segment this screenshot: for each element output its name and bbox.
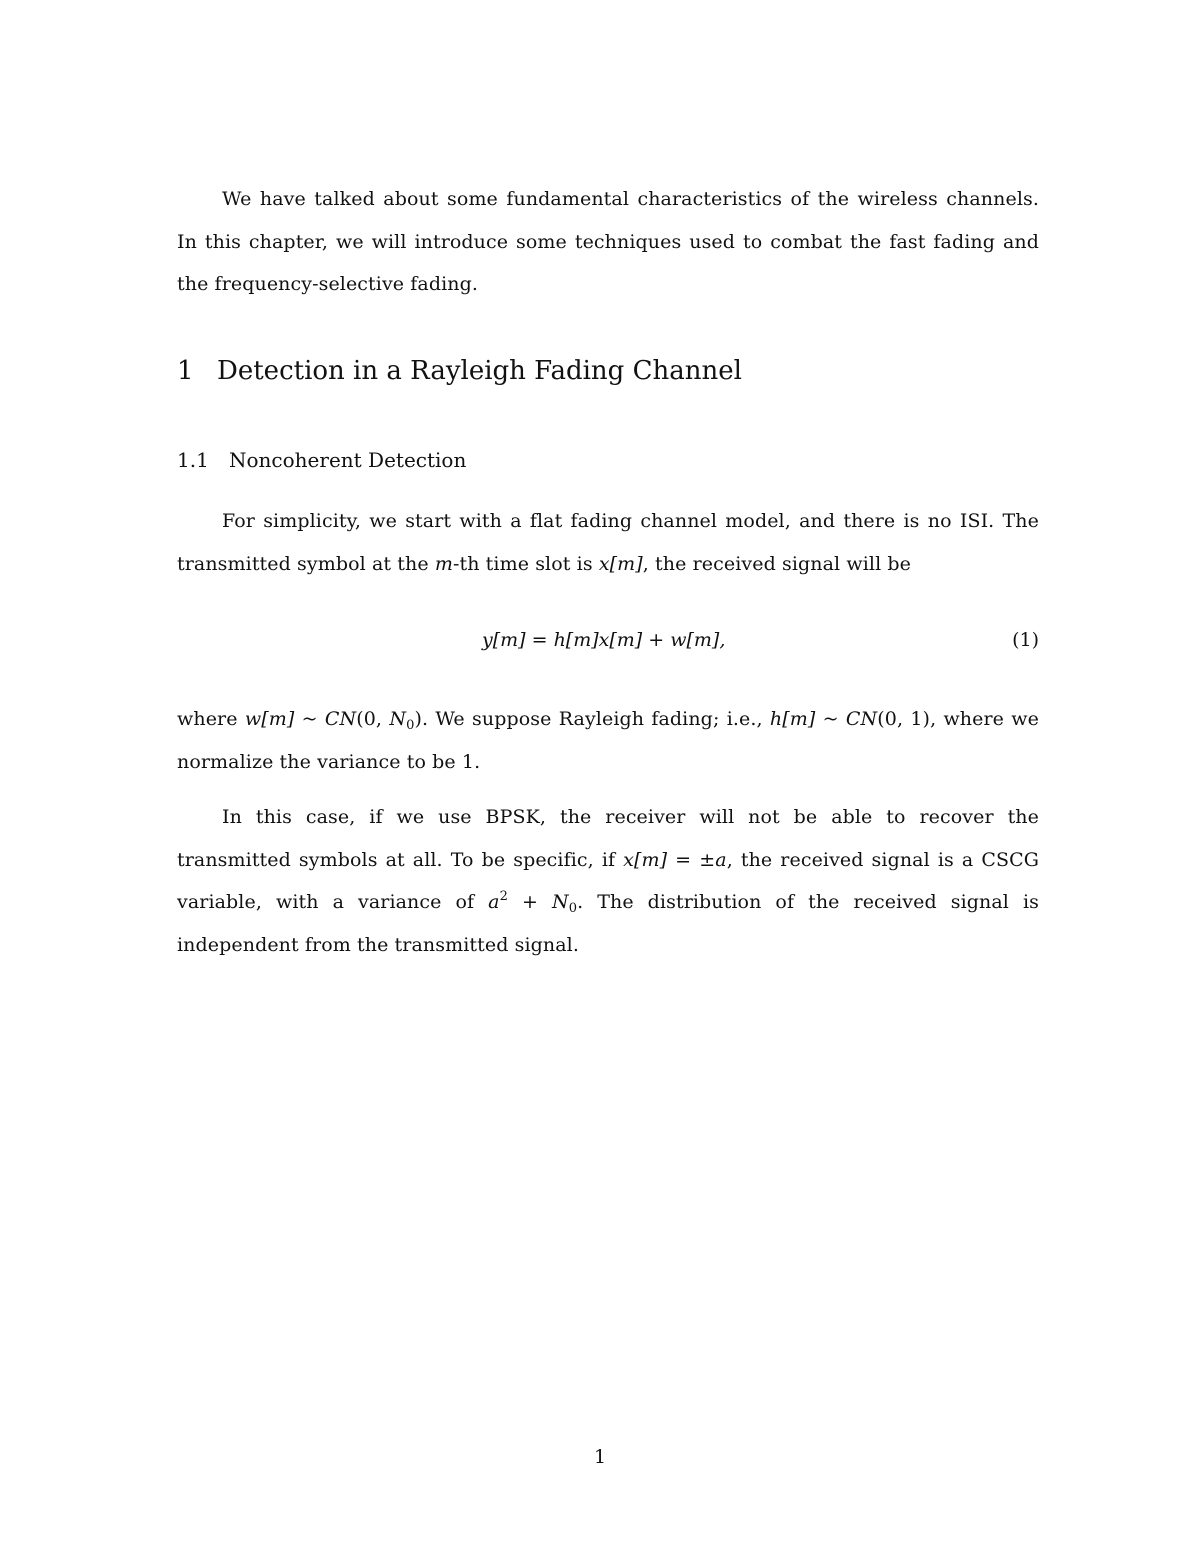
section-title: Detection in a Rayleigh Fading Channel: [217, 356, 742, 386]
p3-math-xm: x[m]: [623, 848, 668, 871]
p3-math-a: a: [715, 848, 727, 871]
subsection-heading: [177, 448, 466, 472]
p2-text-c: , where we normalize the variance to be 1.: [177, 708, 1039, 773]
p1-math-xm: x[m]: [598, 552, 643, 575]
p3-n0: N: [551, 891, 569, 913]
subsection-number: 1.1: [177, 448, 209, 472]
p3-text-a: In this case, if we use BPSK, the receiver will not be able to recover the transmitted symbols at all. To be specific, if: [177, 806, 1039, 871]
intro-text: We have talked about some fundamental characteristics of the wireless channels. In this chapter, we will introduce some techniques used to combat the fast fading and the frequency-selective fading.: [177, 188, 1039, 295]
paragraph-model: [177, 500, 1039, 585]
p2-sim-2: ~: [815, 708, 846, 730]
p3-n0-sub: 0: [568, 901, 578, 916]
p3-text-b: , the received signal is a CSCG variable, with a variance of: [177, 848, 1039, 913]
equation-body: y[m] = h[m]x[m] + w[m],: [482, 629, 726, 651]
p1-math-m: m: [434, 552, 453, 575]
p2-math-wm: w[m]: [244, 708, 295, 730]
subsection-title: Noncoherent Detection: [229, 448, 467, 472]
equation-1: [177, 620, 1039, 664]
p3-eq: = ±: [667, 848, 716, 871]
p3-math-a2: a: [488, 891, 500, 913]
p1-text-a: For simplicity, we start with a flat fading channel model, and there is no ISI. The transmitted symbol at the: [177, 510, 1039, 575]
paragraph-noise: [177, 698, 1039, 783]
p2-sim-1: ~: [294, 708, 325, 730]
p1-text-c: , the received signal will be: [642, 552, 911, 575]
section-heading: [177, 356, 742, 386]
p2-math-hm: h[m]: [769, 708, 816, 730]
p2-args-2: (0, 1): [877, 708, 931, 730]
p3-sup-2: 2: [499, 889, 508, 904]
p2-n0-sub: 0: [406, 718, 415, 733]
paragraph-bpsk: [177, 796, 1039, 966]
p2-args-1a: (0,: [356, 708, 390, 730]
p2-text-b: We suppose Rayleigh fading; i.e.,: [428, 708, 770, 730]
intro-paragraph: [177, 178, 1039, 306]
page-number: 1: [593, 1446, 607, 1468]
p2-n0: N: [389, 708, 407, 730]
section-number: 1: [177, 356, 194, 386]
equation-number: (1): [1012, 629, 1039, 651]
p3-plus: +: [507, 891, 552, 913]
p2-text-a: where: [177, 708, 245, 730]
p3-text-c: . The distribution of the received signal is independent from the transmitted signal.: [177, 891, 1039, 956]
p2-cn-2: CN: [845, 708, 878, 730]
p1-text-b: -th time slot is: [452, 552, 599, 575]
p2-cn-1: CN: [324, 708, 357, 730]
p2-args-1b: ).: [414, 708, 429, 730]
